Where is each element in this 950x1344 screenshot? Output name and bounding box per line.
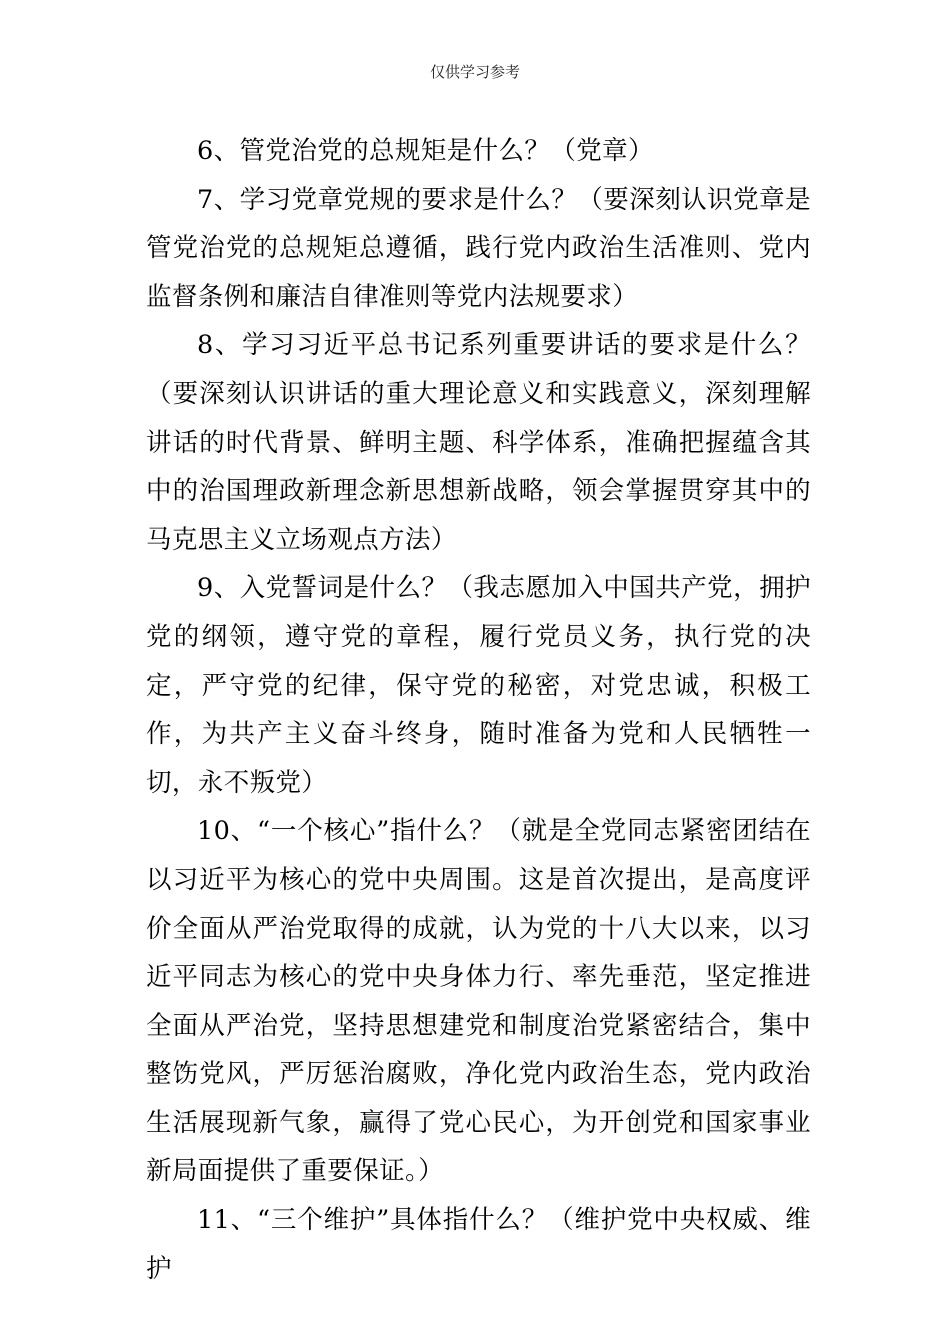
paragraph-q6: 6、管党治党的总规矩是什么？（党章） [197,136,654,166]
paragraph-q9: 9、入党誓词是什么？（我志愿加入中国共产党，拥护党的纲领，遵守党的章程，履行党员义务，执行党的决定，严守党的纪律，保守党的秘密，对党忠诚，积极工作，为共产主义奋斗终身，随时准备为党和人民牺牲一切，永不叛党） [146,573,811,798]
paragraph-q8: 8、学习习近平总书记系列重要讲话的要求是什么？（要深刻认识讲话的重大理论意义和实践意义，深刻理解讲话的时代背景、鲜明主题、科学体系，准确把握蕴含其中的治国理政新理念新思想新战略，领会掌握贯穿其中的马克思主义立场观点方法） [146,330,811,555]
page-header: 仅供学习参考 [429,63,520,81]
paragraph-q11: 11、“三个维护”具体指什么？（维护党中央权威、维护 [146,1205,811,1284]
paragraph-q10: 10、“一个核心”指什么？（就是全党同志紧密团结在以习近平为核心的党中央周围。这是首次提出，是高度评价全面从严治党取得的成就，认为党的十八大以来，以习近平同志为核心的党中央身体力行、率先垂范，坚定推进全面从严治党，坚持思想建党和制度治党紧密结合，集中整饬党风，严厉惩治腐败，净化党内政治生态，党内政治生活展现新气象，赢得了党心民心，为开创党和国家事业新局面提供了重要保证。） [146,816,811,1187]
document-body [146,127,811,1293]
paragraph-q7: 7、学习党章党规的要求是什么？（要深刻认识党章是管党治党的总规矩总遵循，践行党内政治生活准则、党内监督条例和廉洁自律准则等党内法规要求） [146,184,811,312]
